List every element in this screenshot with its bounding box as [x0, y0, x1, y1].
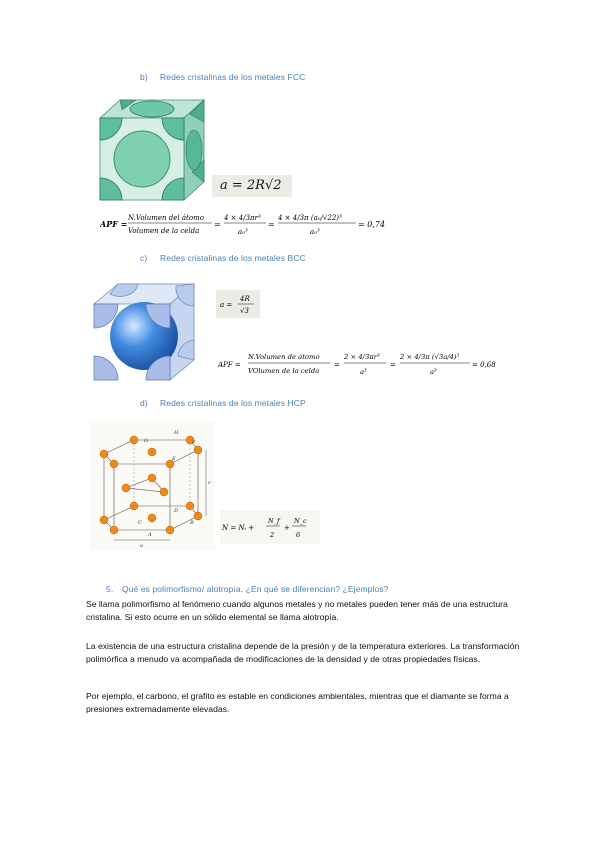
svg-text:=: = [214, 220, 221, 229]
answer-paragraph-1: Se llama polimorfismo al fenómeno cuando algunos metales y no metales pueden tener más de una estructura cristalina. Si esto ocurre en un sólido elemental se llama alotropía. [86, 599, 508, 623]
hcp-unit-cell-image [90, 420, 215, 550]
section-d-label: d) [140, 398, 148, 408]
hcp-count-lhs: N = Nᵢ + [222, 524, 255, 532]
fcc-apf-result: = 0,74 [358, 220, 386, 229]
answer-paragraph-2: La existencia de una estructura cristalina depende de la presión y de la temperatura exteriores. La transformación polimórfica a menudo va acompañada de modificaciones de la densidad y de otras propiedades físicas. [86, 641, 520, 665]
bcc-lattice-formula [216, 290, 260, 318]
hcp-label-f: F [192, 440, 196, 446]
bcc-apf-result: = 0,68 [472, 361, 496, 369]
fcc-apf-lhs: APF = [100, 219, 128, 229]
section-c-heading [140, 253, 306, 263]
bcc-apf-den1: VOlumen de la celda [248, 367, 320, 375]
section-d-title: Redes cristalinas de los metales HCP [160, 398, 306, 408]
hcp-label-g: G [144, 438, 148, 444]
bcc-apf-lhs: APF = [218, 361, 241, 369]
svg-text:=: = [268, 220, 275, 229]
bcc-unit-cell-image [88, 278, 200, 386]
svg-text:=: = [390, 361, 396, 369]
question-number: 5. [106, 584, 114, 594]
section-b-label: b) [140, 72, 148, 82]
hcp-label-e: E [172, 456, 176, 462]
bcc-apf-num1: N.Volumen de átomo [248, 353, 320, 361]
section-c-title: Redes cristalinas de los metales BCC [160, 253, 306, 263]
question-text: Qué es polimorfismo/ alotropía. ¿En qué se diferencian? ¿Ejemplos? [122, 584, 389, 594]
answer-paragraph-3: Por ejemplo, el carbono, el grafito es estable en condiciones ambientales, mientras que el diamante se forma a presiones extremadamente elevadas. [86, 691, 509, 715]
fcc-apf-num2: 4 × 4/3πr³ [224, 214, 261, 222]
hcp-label-d: D [174, 508, 179, 514]
fcc-apf-den2: a₀³ [238, 228, 248, 236]
fcc-apf-num3: 4 × 4/3π (a₀/√22)³ [278, 214, 342, 222]
section-b-heading [140, 72, 305, 82]
bcc-apf-formula [218, 343, 503, 381]
fcc-apf-den3: a₀³ [310, 228, 320, 236]
hcp-label-a: A [148, 532, 152, 538]
section-b-title: Redes cristalinas de los metales FCC [160, 72, 306, 82]
section-d-heading [140, 398, 306, 408]
hcp-dimension-c: c [208, 480, 211, 486]
fcc-apf-num1: N.Volumen del átomo [128, 214, 204, 222]
bcc-lattice-den: √3 [240, 307, 249, 315]
hcp-count-num1: N_f [268, 517, 280, 525]
hcp-count-plus: + [284, 524, 290, 532]
hcp-label-h: H [174, 430, 179, 436]
section-c-label: c) [140, 253, 148, 263]
fcc-lattice-formula-box [212, 175, 292, 197]
bcc-apf-num2: 2 × 4/3πr³ [344, 353, 380, 361]
question-5-heading [106, 584, 388, 594]
bcc-apf-den2: a³ [360, 368, 367, 376]
fcc-apf-den1: Volumen de la celda [128, 227, 200, 235]
svg-text:=: = [334, 361, 340, 369]
hcp-dimension-a: a [140, 543, 143, 549]
hcp-count-den2: 6 [296, 531, 301, 539]
bcc-lattice-lhs: a = [220, 301, 233, 309]
bcc-lattice-num: 4R [240, 295, 250, 303]
fcc-unit-cell-image [92, 96, 212, 206]
hcp-count-num2: N_c [294, 517, 307, 525]
bcc-apf-den3: a³ [430, 368, 437, 376]
fcc-lattice-formula: a = 2R√2 [220, 178, 282, 193]
fcc-apf-formula [100, 203, 400, 243]
hcp-label-b: B [190, 520, 194, 526]
hcp-count-den1: 2 [270, 531, 275, 539]
bcc-apf-num3: 2 × 4/3π (√3a/4)³ [400, 353, 460, 361]
hcp-count-formula [220, 510, 320, 544]
hcp-label-c: C [138, 520, 142, 526]
